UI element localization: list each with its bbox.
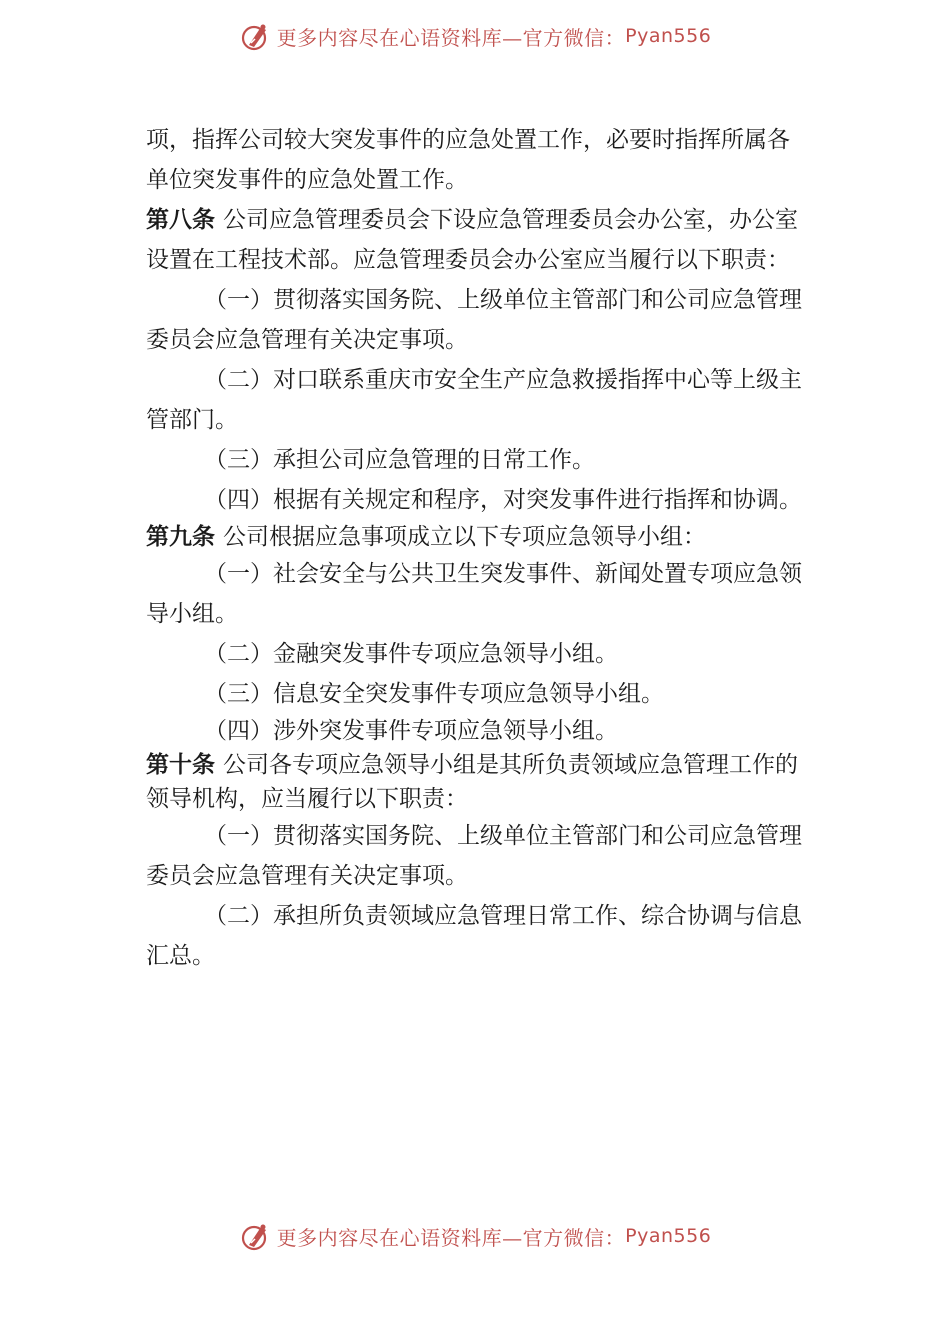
document-body: [146, 120, 812, 976]
pen-nib-logo-icon: [239, 1219, 273, 1253]
article-8-item-3: （三）承担公司应急管理的日常工作。: [204, 447, 595, 473]
watermark-text: 更多内容尽在心语资料库—官方微信：: [276, 25, 626, 50]
article-10-title: 第十条: [146, 752, 215, 778]
watermark-wechat-id: Pyan556: [625, 1225, 712, 1247]
article-9-text: 公司根据应急事项成立以下专项应急领导小组：: [223, 524, 706, 550]
watermark-text: 更多内容尽在心语资料库—官方微信：: [276, 1225, 626, 1250]
article-8-item-2: （二）对口联系重庆市安全生产应急救援指挥中心等上级主管部门。: [146, 367, 802, 433]
article-9-title: 第九条: [146, 524, 215, 550]
article-10-item-2: （二）承担所负责领域应急管理日常工作、综合协调与信息汇总。: [146, 903, 802, 969]
footer-watermark: [0, 1216, 950, 1256]
continued-paragraph: 项，指挥公司较大突发事件的应急处置工作，必要时指挥所属各单位突发事件的应急处置工作。: [146, 127, 790, 193]
article-9: [146, 520, 812, 554]
article-9-item-2: （二）金融突发事件专项应急领导小组。: [204, 641, 618, 667]
article-10-item-1: （一）贯彻落实国务院、上级单位主管部门和公司应急管理委员会应急管理有关决定事项。: [146, 823, 802, 889]
watermark-wechat-id: Pyan556: [625, 25, 712, 47]
header-watermark: [0, 16, 950, 56]
article-8-item-1: （一）贯彻落实国务院、上级单位主管部门和公司应急管理委员会应急管理有关决定事项。: [146, 287, 802, 353]
article-10: [146, 748, 812, 816]
article-9-item-3: （三）信息安全突发事件专项应急领导小组。: [204, 681, 664, 707]
pen-nib-logo-icon: [239, 19, 273, 53]
article-8-text: 公司应急管理委员会下设应急管理委员会办公室，办公室设置在工程技术部。应急管理委员会办公室应当履行以下职责：: [146, 207, 798, 273]
article-8-item-4: （四）根据有关规定和程序，对突发事件进行指挥和协调。: [204, 487, 802, 513]
article-10-text: 公司各专项应急领导小组是其所负责领域应急管理工作的领导机构，应当履行以下职责：: [146, 752, 798, 812]
article-8: [146, 200, 812, 280]
article-9-item-1: （一）社会安全与公共卫生突发事件、新闻处置专项应急领导小组。: [146, 561, 802, 627]
article-9-item-4: （四）涉外突发事件专项应急领导小组。: [204, 718, 618, 744]
article-8-title: 第八条: [146, 207, 215, 233]
